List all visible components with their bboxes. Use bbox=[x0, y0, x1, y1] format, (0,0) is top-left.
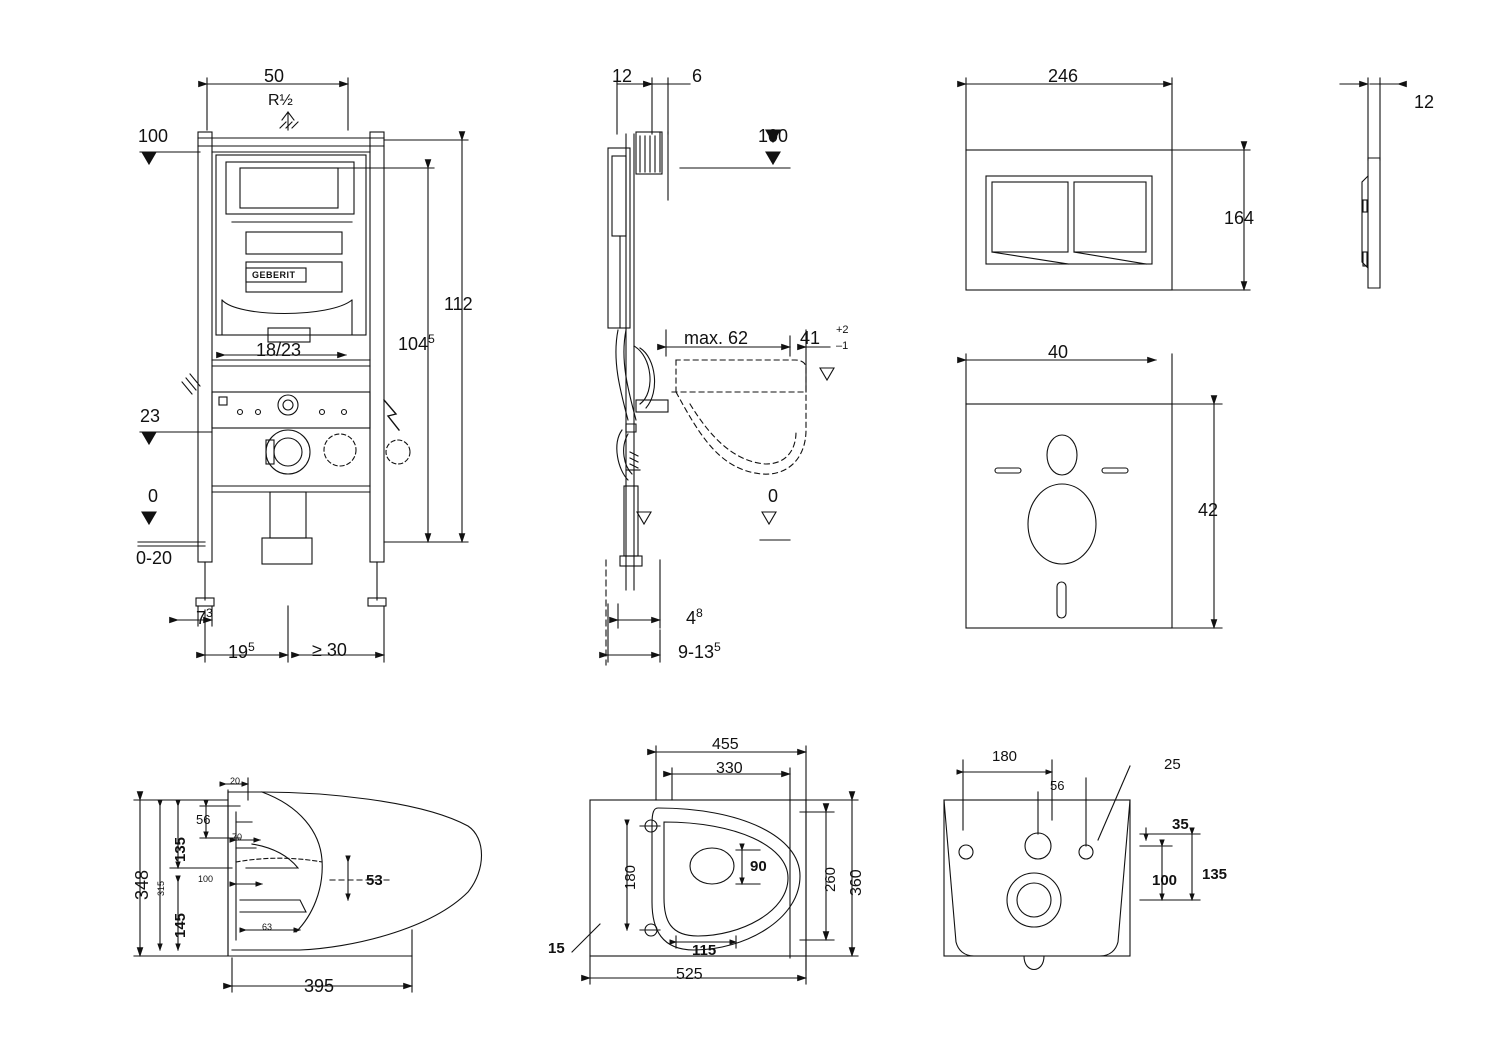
dim-23: 23 bbox=[140, 406, 161, 426]
view-frame-side bbox=[606, 78, 834, 665]
view-wc-side bbox=[134, 778, 482, 992]
dim-56-rear: 56 bbox=[1050, 778, 1065, 793]
dim-455: 455 bbox=[712, 736, 739, 753]
dim-0-front: 0 bbox=[148, 486, 159, 506]
dim-12-side: 12 bbox=[612, 66, 633, 86]
view-frame-front bbox=[138, 75, 468, 662]
dim-90: 90 bbox=[750, 858, 767, 875]
dim-100-front: 100 bbox=[138, 126, 169, 146]
dim-9-13: $9-13^5$ bbox=[678, 640, 721, 662]
dim-15: 15 bbox=[548, 940, 565, 957]
dim-246: 246 bbox=[1048, 66, 1079, 86]
dim-35: 35 bbox=[1172, 816, 1189, 833]
dim-100-rear: 100 bbox=[1152, 872, 1178, 889]
dim-360: 360 bbox=[848, 869, 865, 896]
dim-63: 63 bbox=[262, 922, 273, 932]
dim-135-side: 135 bbox=[172, 836, 189, 862]
dim-315: 315 bbox=[156, 880, 166, 896]
dim-0-side: 0 bbox=[768, 486, 779, 506]
dim-41-tol-minus: –1 bbox=[836, 340, 849, 352]
dim-348: 348 bbox=[132, 869, 152, 900]
brand-label: GEBERIT bbox=[252, 270, 296, 280]
dim-180-top: 180 bbox=[622, 864, 639, 890]
dim-115: 115 bbox=[692, 942, 717, 959]
dim-41: 41 bbox=[800, 328, 821, 348]
dim-100-side-wc: 100 bbox=[198, 874, 214, 884]
dim-260: 260 bbox=[822, 866, 839, 892]
dim-4: $4^8$ bbox=[686, 606, 703, 628]
dim-r-half: R½ bbox=[268, 92, 293, 109]
dim-53: 53 bbox=[366, 872, 383, 889]
dim-395: 395 bbox=[304, 976, 335, 996]
dim-12-plate: 12 bbox=[1414, 92, 1435, 112]
dim-max-62: max. 62 bbox=[684, 328, 749, 348]
dim-330: 330 bbox=[716, 760, 743, 777]
dim-525: 525 bbox=[676, 966, 703, 983]
dim-56-side: 56 bbox=[196, 812, 211, 827]
dim-19: $19^5$ bbox=[228, 640, 255, 662]
view-actuator-plate-side bbox=[1340, 78, 1398, 288]
dim-40: 40 bbox=[1048, 342, 1069, 362]
dim-0-20: 0-20 bbox=[136, 548, 173, 568]
view-actuator-plate-front bbox=[966, 78, 1250, 290]
dim-50: 50 bbox=[264, 66, 285, 86]
dim-100-side: 100 bbox=[758, 126, 789, 146]
dim-25: 25 bbox=[1164, 756, 1181, 773]
dim-18-23: 18/23 bbox=[256, 340, 302, 360]
dim-20-side: 20 bbox=[230, 776, 241, 786]
dim-42: 42 bbox=[1198, 500, 1219, 520]
dim-ge-30: ≥ 30 bbox=[312, 640, 347, 660]
dim-112: 112 bbox=[444, 294, 473, 314]
view-insulation-mat bbox=[966, 354, 1222, 628]
dim-135-rear: 135 bbox=[1202, 866, 1228, 883]
dim-145: 145 bbox=[172, 912, 189, 938]
dim-180-rear: 180 bbox=[992, 748, 1018, 765]
dim-104: $104^5$ bbox=[398, 332, 435, 354]
dim-41-tol-plus: +2 bbox=[836, 324, 849, 336]
dim-7: $7^3$ bbox=[196, 606, 213, 628]
dim-164: 164 bbox=[1224, 208, 1255, 228]
dim-6: 6 bbox=[692, 66, 703, 86]
dim-70-side: 70 bbox=[232, 832, 243, 842]
view-wc-rear bbox=[944, 760, 1200, 970]
